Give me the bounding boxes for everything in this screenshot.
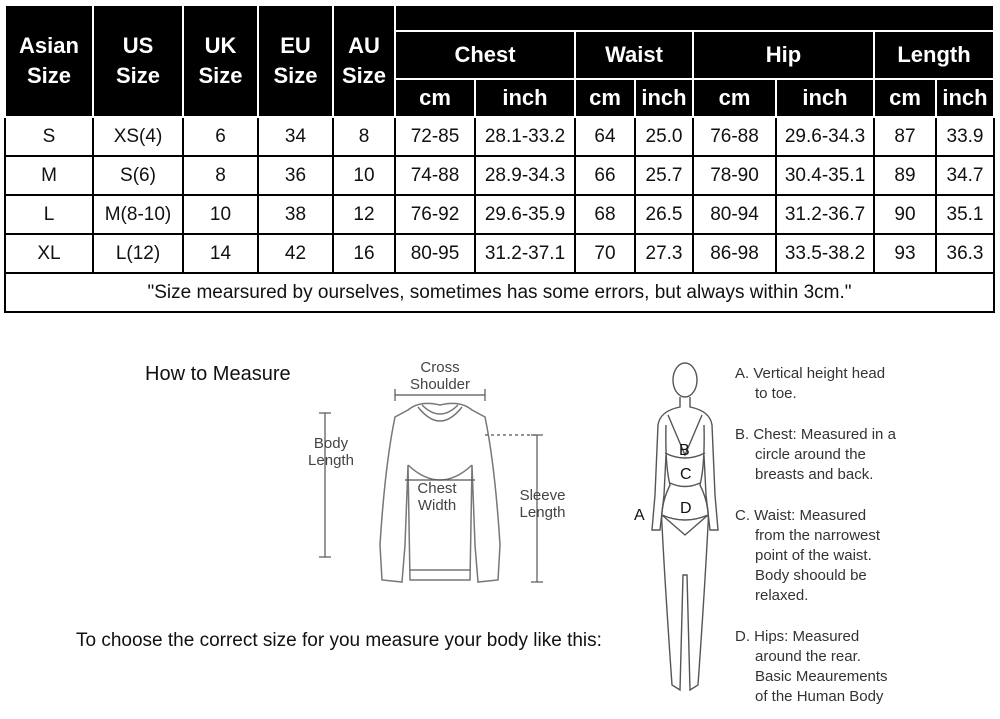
cell-eu-size: 36	[258, 156, 333, 195]
header-chest-inch: inch	[475, 79, 575, 117]
cell-hip-cm: 76-88	[693, 117, 776, 156]
cell-hip-inch: 31.2-36.7	[776, 195, 874, 234]
size-chart-table	[4, 4, 995, 313]
body-length-label: Body Length	[308, 435, 354, 469]
cell-eu-size: 42	[258, 234, 333, 273]
cell-hip-cm: 86-98	[693, 234, 776, 273]
cell-length-inch: 35.1	[936, 195, 994, 234]
table-row	[5, 156, 994, 195]
header-hip-cm: cm	[693, 79, 776, 117]
header-waist-inch: inch	[635, 79, 693, 117]
chest-width-label: Chest Width	[417, 480, 457, 514]
header-length-inch: inch	[936, 79, 994, 117]
cell-waist-inch: 25.7	[635, 156, 693, 195]
cell-length-cm: 87	[874, 117, 936, 156]
legend-c: C. Waist: Measured from the narrowest point of the waist. Body shoould be relaxed.	[735, 507, 881, 604]
cell-hip-inch: 33.5-38.2	[776, 234, 874, 273]
cell-waist-cm: 66	[575, 156, 635, 195]
table-row	[5, 234, 994, 273]
cell-au-size: 10	[333, 156, 395, 195]
cell-hip-cm: 78-90	[693, 156, 776, 195]
cell-length-inch: 33.9	[936, 117, 994, 156]
cross-shoulder-label: Cross Shoulder	[409, 359, 471, 393]
header-waist-cm: cm	[575, 79, 635, 117]
cell-us-size: L(12)	[93, 234, 183, 273]
header-row-top	[5, 5, 994, 31]
cell-waist-inch: 27.3	[635, 234, 693, 273]
cell-asian-size: L	[5, 195, 93, 234]
cell-hip-inch: 29.6-34.3	[776, 117, 874, 156]
cell-eu-size: 34	[258, 117, 333, 156]
cell-waist-cm: 64	[575, 117, 635, 156]
cell-length-cm: 90	[874, 195, 936, 234]
cell-length-cm: 89	[874, 156, 936, 195]
cell-asian-size: M	[5, 156, 93, 195]
cell-au-size: 8	[333, 117, 395, 156]
cell-waist-inch: 26.5	[635, 195, 693, 234]
header-eu-size: EU Size	[258, 5, 333, 117]
cell-uk-size: 8	[183, 156, 258, 195]
cell-au-size: 12	[333, 195, 395, 234]
cell-us-size: M(8-10)	[93, 195, 183, 234]
legend-d: D. Hips: Measured around the rear. Basic Meaurements of the Human Body	[735, 628, 888, 705]
cell-uk-size: 10	[183, 195, 258, 234]
cell-chest-cm: 72-85	[395, 117, 475, 156]
legend-a: A. Vertical height head to toe.	[735, 365, 886, 402]
cell-chest-inch: 28.9-34.3	[475, 156, 575, 195]
cell-asian-size: XL	[5, 234, 93, 273]
cell-au-size: 16	[333, 234, 395, 273]
marker-b: B	[679, 442, 690, 459]
body-figure-diagram	[640, 355, 730, 715]
header-length: Length	[874, 31, 994, 79]
cell-waist-cm: 70	[575, 234, 635, 273]
sleeve-length-label: Sleeve Length	[519, 487, 566, 521]
cell-us-size: XS(4)	[93, 117, 183, 156]
cell-waist-cm: 68	[575, 195, 635, 234]
marker-a: A	[634, 507, 645, 524]
header-au-size: AU Size	[333, 5, 395, 117]
cell-chest-cm: 76-92	[395, 195, 475, 234]
cell-chest-inch: 29.6-35.9	[475, 195, 575, 234]
how-to-measure-title: How to Measure	[145, 363, 291, 385]
size-rows	[5, 117, 994, 273]
header-us-size: US Size	[93, 5, 183, 117]
cell-eu-size: 38	[258, 195, 333, 234]
cell-length-inch: 34.7	[936, 156, 994, 195]
cell-waist-inch: 25.0	[635, 117, 693, 156]
measure-instruction: To choose the correct size for you measure your body like this:	[76, 630, 602, 651]
header-hip-inch: inch	[776, 79, 874, 117]
header-chest-cm: cm	[395, 79, 475, 117]
cell-chest-cm: 80-95	[395, 234, 475, 273]
cell-hip-cm: 80-94	[693, 195, 776, 234]
cell-length-cm: 93	[874, 234, 936, 273]
header-chest: Chest	[395, 31, 575, 79]
cell-length-inch: 36.3	[936, 234, 994, 273]
header-asian-size: Asian Size	[5, 5, 93, 117]
header-hip: Hip	[693, 31, 874, 79]
table-row	[5, 195, 994, 234]
cell-uk-size: 14	[183, 234, 258, 273]
cell-hip-inch: 30.4-35.1	[776, 156, 874, 195]
note-row	[5, 273, 994, 312]
cell-chest-cm: 74-88	[395, 156, 475, 195]
table-row	[5, 117, 994, 156]
header-uk-size: UK Size	[183, 5, 258, 117]
measurement-note: "Size mearsured by ourselves, sometimes has some errors, but always within 3cm."	[5, 273, 994, 312]
cell-chest-inch: 28.1-33.2	[475, 117, 575, 156]
cell-us-size: S(6)	[93, 156, 183, 195]
header-waist: Waist	[575, 31, 693, 79]
cell-asian-size: S	[5, 117, 93, 156]
legend-b: B. Chest: Measured in a circle around the breasts and back.	[735, 426, 896, 483]
marker-d: D	[680, 500, 692, 517]
cell-chest-inch: 31.2-37.1	[475, 234, 575, 273]
header-spacer	[395, 5, 994, 31]
cell-uk-size: 6	[183, 117, 258, 156]
header-length-cm: cm	[874, 79, 936, 117]
marker-c: C	[680, 466, 692, 483]
